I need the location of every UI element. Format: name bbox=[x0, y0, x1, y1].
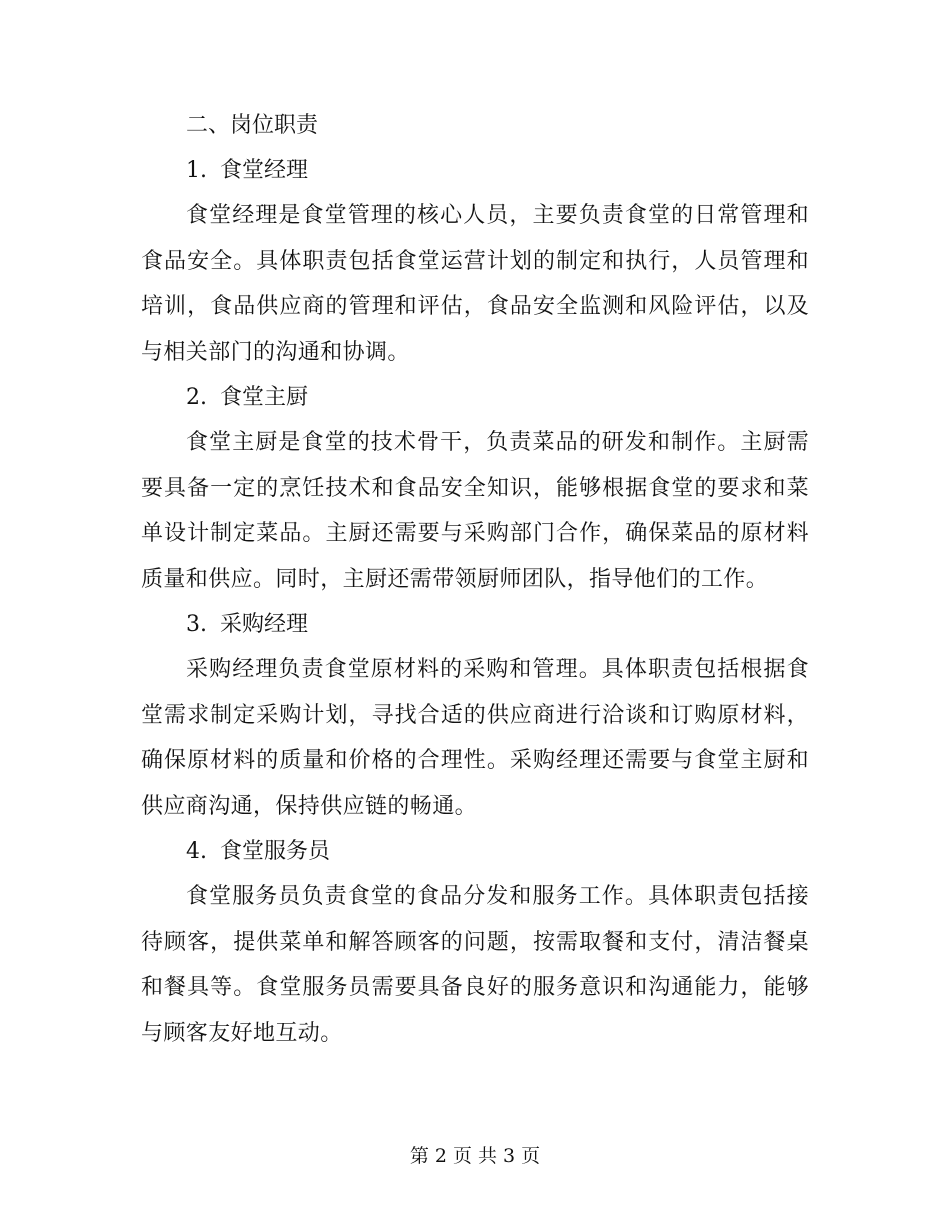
role-heading-purchasing-manager bbox=[141, 602, 809, 647]
role-number: 4. bbox=[186, 839, 207, 864]
document-body bbox=[141, 103, 809, 1056]
role-description-purchasing-manager: 采购经理负责食堂原材料的采购和管理。具体职责包括根据食堂需求制定采购计划，寻找合适的供应商进行洽谈和订购原材料，确保原材料的质量和价格的合理性。采购经理还需要与食堂主厨和供应商沟通，保持供应链的畅通。 bbox=[141, 657, 809, 819]
role-description-canteen-server: 食堂服务员负责食堂的食品分发和服务工作。具体职责包括接待顾客，提供菜单和解答顾客的问题，按需取餐和支付，清洁餐桌和餐具等。食堂服务员需要具备良好的服务意识和沟通能力，能够与顾客友好地互动。 bbox=[141, 884, 809, 1046]
role-heading-canteen-manager bbox=[141, 148, 809, 193]
role-title: 采购经理 bbox=[220, 612, 309, 637]
role-number: 1. bbox=[186, 158, 207, 183]
role-title: 食堂服务员 bbox=[220, 839, 331, 864]
role-title: 食堂主厨 bbox=[220, 385, 309, 410]
role-heading-head-chef bbox=[141, 375, 809, 420]
section-title: 二、岗位职责 bbox=[186, 113, 319, 138]
role-heading-canteen-server bbox=[141, 829, 809, 874]
role-number: 3. bbox=[186, 612, 207, 637]
role-title: 食堂经理 bbox=[220, 158, 309, 183]
role-number: 2. bbox=[186, 385, 207, 410]
role-description-head-chef: 食堂主厨是食堂的技术骨干，负责菜品的研发和制作。主厨需要具备一定的烹饪技术和食品安全知识，能够根据食堂的要求和菜单设计制定菜品。主厨还需要与采购部门合作，确保菜品的原材料质量和供应。同时，主厨还需带领厨师团队，指导他们的工作。 bbox=[141, 430, 809, 592]
page-number-footer: 第 2 页 共 3 页 bbox=[409, 1145, 541, 1167]
role-description-canteen-manager: 食堂经理是食堂管理的核心人员，主要负责食堂的日常管理和食品安全。具体职责包括食堂运营计划的制定和执行，人员管理和培训，食品供应商的管理和评估，食品安全监测和风险评估，以及与相关部门的沟通和协调。 bbox=[141, 203, 809, 365]
